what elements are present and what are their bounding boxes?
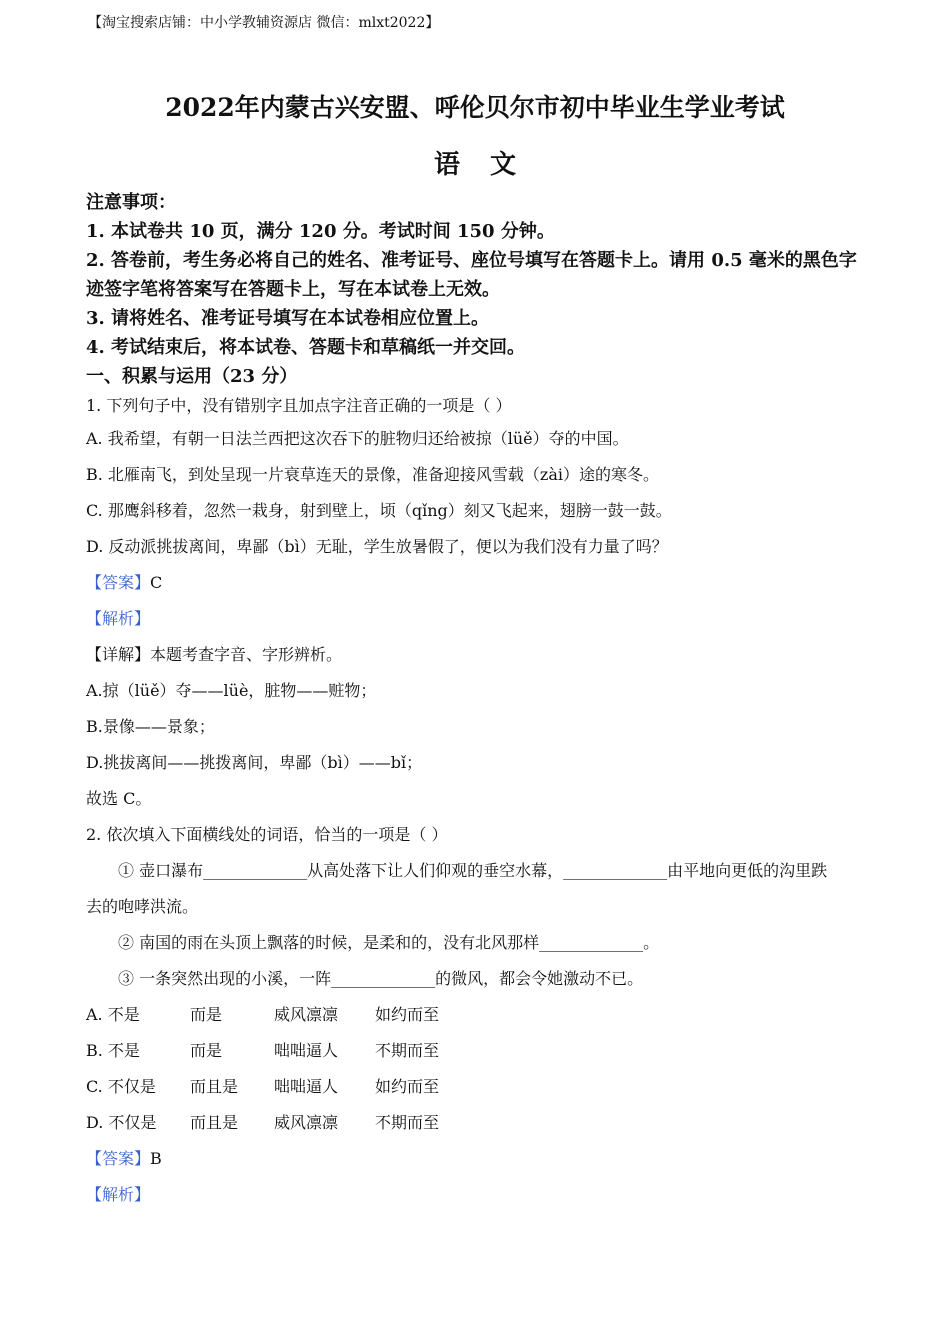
subject-title: 语文 [433, 150, 546, 180]
option-word: 不期而至 [375, 1113, 440, 1132]
detail-label: 【详解】 [86, 645, 151, 664]
option-word: 咄咄逼人 [274, 1077, 339, 1096]
option-c [86, 1069, 866, 1105]
analysis-label: 【解析】 [86, 1185, 151, 1204]
sentence-3: ③ 一条突然出现的小溪，一阵_____________的微风，都会令她激动不已。 [118, 969, 644, 988]
answer-line [86, 1141, 866, 1177]
sentence-2: ② 南国的雨在头顶上飘落的时候，是柔和的，没有北风那样_____________。 [118, 933, 660, 952]
detail-line [86, 637, 866, 673]
answer-label: 【答案】 [86, 1149, 151, 1168]
sentence-1: ① 壶口瀑布_____________从高处落下让人们仰观的垂空水幕，_____________由平地向更低的沟里跌 [118, 861, 828, 880]
option-word: 而是 [190, 1005, 223, 1024]
explanation-line: B.景像——景象； [86, 717, 215, 736]
notice-item: 4. 考试结束后，将本试卷、答题卡和草稿纸一并交回。 [86, 337, 526, 358]
option-word: C. 不仅是 [86, 1077, 156, 1096]
option-word: 威风凛凛 [274, 1113, 339, 1132]
notice-heading: 注意事项： [86, 192, 176, 213]
notice-item: 2. 答卷前，考生务必将自己的姓名、准考证号、座位号填写在答题卡上。请用 0.5 毫米的黑色字迹签字笔将答案写在答题卡上，写在本试卷上无效。 [86, 250, 857, 300]
explanation-line: 故选 C。 [86, 789, 152, 808]
option-d [86, 1105, 866, 1141]
option-d: D. 反动派挑拔离间，卑鄙（bì）无耻，学生放暑假了，便以为我们没有力量了吗？ [86, 537, 668, 556]
analysis-label: 【解析】 [86, 609, 151, 628]
question-stem: 2. 依次填入下面横线处的词语，恰当的一项是（ ） [86, 825, 448, 844]
explanation-line: D.挑拔离间——挑拨离间，卑鄙（bì）——bǐ； [86, 753, 423, 772]
question-2 [86, 817, 866, 1213]
option-word: 威风凛凛 [274, 1005, 339, 1024]
option-b: B. 北雁南飞，到处呈现一片衰草连天的景像，准备迎接风雪载（zài）途的寒冬。 [86, 465, 660, 484]
option-word: 咄咄逼人 [274, 1041, 339, 1060]
answer-line [86, 565, 866, 601]
option-b [86, 1033, 866, 1069]
option-word: 而且是 [190, 1113, 239, 1132]
sentence-1-continued: 去的咆哮洪流。 [86, 897, 199, 916]
option-word: 如约而至 [375, 1005, 440, 1024]
notice-item: 1. 本试卷共 10 页，满分 120 分。考试时间 150 分钟。 [86, 221, 555, 242]
option-word: 而是 [190, 1041, 223, 1060]
option-c: C. 那鹰斜移着，忽然一栽身，射到壁上，顷（qǐng）刻又飞起来，翅膀一鼓一鼓。 [86, 501, 672, 520]
option-word: 而且是 [190, 1077, 239, 1096]
option-a [86, 997, 866, 1033]
option-word: 如约而至 [375, 1077, 440, 1096]
option-word: 不期而至 [375, 1041, 440, 1060]
explanation-line: A.掠（lüě）夺——lüè，脏物——赃物； [86, 681, 377, 700]
page-title: 2022年内蒙古兴安盟、呼伦贝尔市初中毕业生学业考试 [165, 93, 785, 122]
question-1 [86, 391, 866, 817]
answer-value: B [150, 1149, 162, 1168]
document-body [86, 188, 866, 1213]
question-stem: 1. 下列句子中，没有错别字且加点字注音正确的一项是（ ） [86, 396, 512, 415]
option-a: A. 我希望，有朝一日法兰西把这次吞下的脏物归还给被掠（lüě）夺的中国。 [86, 429, 629, 448]
option-word: D. 不仅是 [86, 1113, 157, 1132]
header-note: 【淘宝搜索店铺：中小学教辅资源店 微信：mlxt2022】 [88, 15, 440, 31]
option-word: A. 不是 [86, 1005, 140, 1024]
option-word: B. 不是 [86, 1041, 140, 1060]
notice-section [86, 188, 866, 362]
section-heading: 一、积累与运用（23 分） [86, 366, 298, 387]
answer-label: 【答案】 [86, 573, 151, 592]
detail-text: 本题考查字音、字形辨析。 [150, 645, 343, 664]
answer-value: C [150, 573, 163, 592]
notice-item: 3. 请将姓名、准考证号填写在本试卷相应位置上。 [86, 308, 490, 329]
